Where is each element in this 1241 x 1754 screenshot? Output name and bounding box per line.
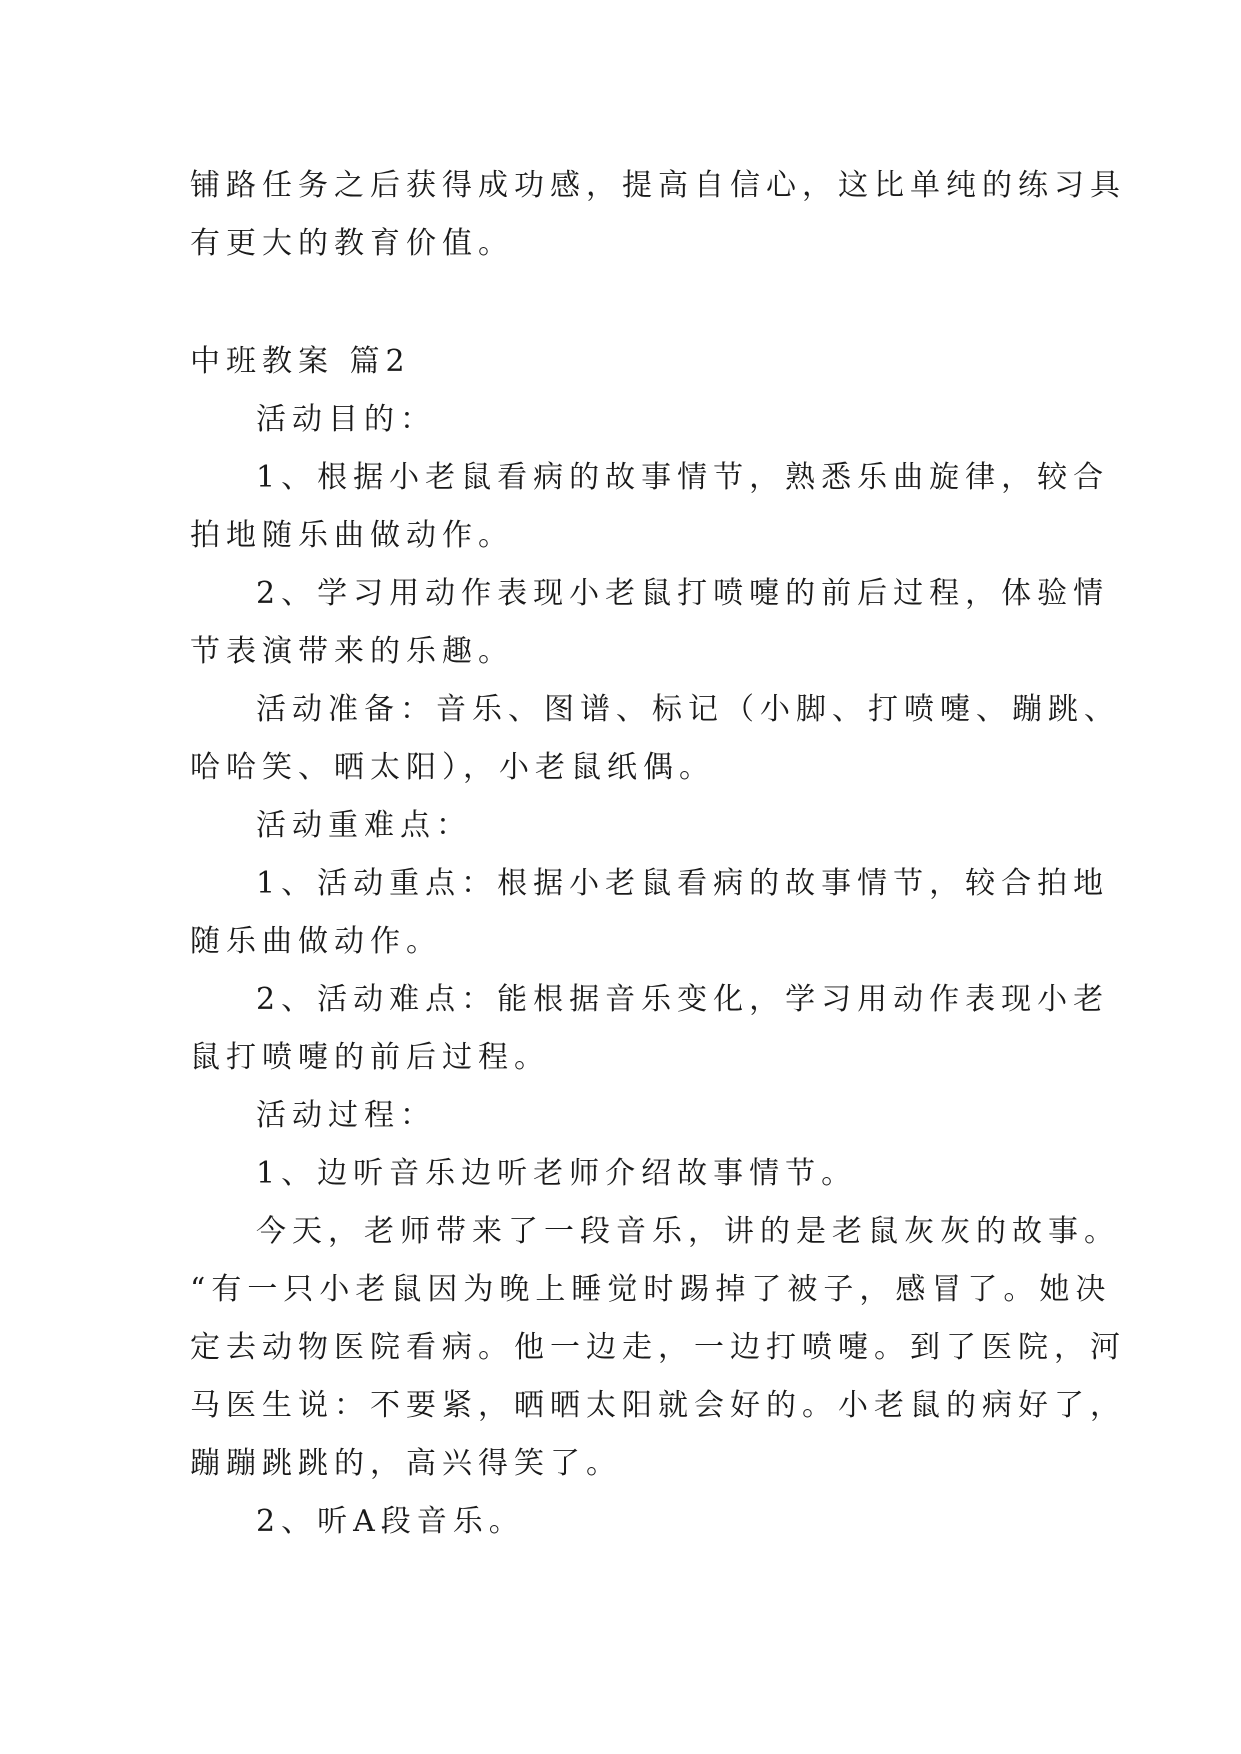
paragraph-line: 有更大的教育价值。 xyxy=(190,226,514,261)
paragraph-line: 1、根据小老鼠看病的故事情节，熟悉乐曲旋律，较合 xyxy=(256,460,1110,495)
paragraph-line: 铺路任务之后获得成功感，提高自信心，这比单纯的练习具 xyxy=(190,168,1126,203)
paragraph-line: 节表演带来的乐趣。 xyxy=(190,634,514,669)
paragraph-line: 1、边听音乐边听老师介绍故事情节。 xyxy=(256,1156,858,1191)
paragraph-line: 活动目的： xyxy=(256,402,436,437)
paragraph-line: 随乐曲做动作。 xyxy=(190,924,442,959)
paragraph-line: 定去动物医院看病。他一边走，一边打喷嚏。到了医院，河 xyxy=(190,1330,1126,1365)
paragraph-line: 拍地随乐曲做动作。 xyxy=(190,518,514,553)
paragraph-line: 1、活动重点：根据小老鼠看病的故事情节，较合拍地 xyxy=(256,866,1110,901)
paragraph-line: 鼠打喷嚏的前后过程。 xyxy=(190,1040,550,1075)
paragraph-line: 2、活动难点：能根据音乐变化，学习用动作表现小老 xyxy=(256,982,1110,1017)
section-heading: 中班教案 篇2 xyxy=(190,344,411,379)
paragraph-line: 今天，老师带来了一段音乐，讲的是老鼠灰灰的故事。 xyxy=(256,1214,1120,1249)
paragraph-line: 2、学习用动作表现小老鼠打喷嚏的前后过程，体验情 xyxy=(256,576,1110,611)
paragraph-line: 马医生说：不要紧，晒晒太阳就会好的。小老鼠的病好了， xyxy=(190,1388,1126,1423)
paragraph-line: “有一只小老鼠因为晚上睡觉时踢掉了被子，感冒了。她决 xyxy=(190,1272,1112,1307)
paragraph-line: 蹦蹦跳跳的，高兴得笑了。 xyxy=(190,1446,622,1481)
paragraph-line: 活动过程： xyxy=(256,1098,436,1133)
paragraph-line: 活动重难点： xyxy=(256,808,472,843)
paragraph-line: 活动准备：音乐、图谱、标记（小脚、打喷嚏、蹦跳、 xyxy=(256,692,1120,727)
paragraph-line: 哈哈笑、晒太阳），小老鼠纸偶。 xyxy=(190,750,715,785)
paragraph-line: 2、听A段音乐。 xyxy=(256,1504,525,1539)
